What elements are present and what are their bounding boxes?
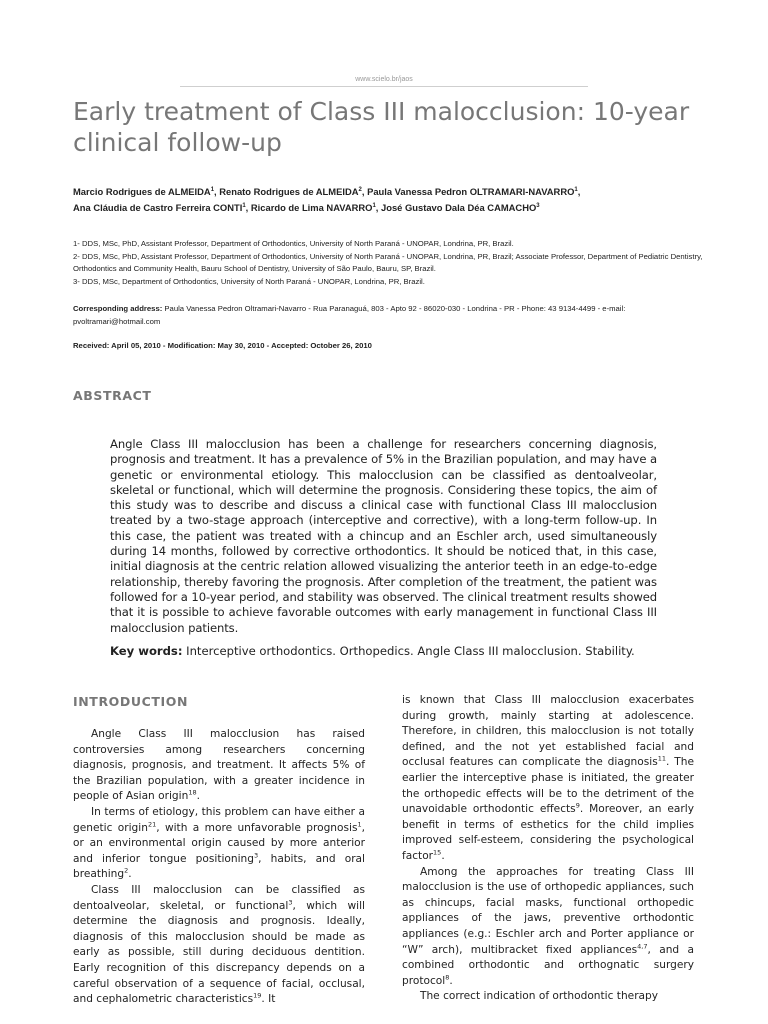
citation-ref: 3 (254, 851, 259, 860)
received-dates: Received: April 05, 2010 - Modification: May 30, 2010 - Accepted: October 26, 2010 (73, 341, 372, 350)
author-affiliation-mark: 1 (372, 203, 376, 210)
author-affiliation-mark: 3 (536, 203, 540, 210)
paragraph: is known that Class III malocclusion exacerbates during growth, mainly starting at adolescence. Therefore, in children, this malocclusion is not totally defined, and the not yet established facial and occlusal features can complicate the diagnosis$^{11}$. The earlier the interceptive phase is initiated, the greater the orthopedic effects will be to the detriment of the unavoidable orthodontic effects$^9$. Moreover, an early benefit in terms of esthetics for the child implies improved self-esteem, considering the psychological factor$^{15}$. (402, 694, 694, 862)
affiliation-item: 3- DDS, MSc, Department of Orthodontics, University of North Paraná - UNOPAR, Londrina, PR, Brazil. (73, 276, 425, 286)
citation-ref: 9 (575, 801, 580, 810)
corresponding-text: Paula Vanessa Pedron Oltramari-Navarro - Rua Paranaguá, 803 - Apto 92 - 86020-030 - Londrina - PR - Phone: 43 9134-4499 - e-mail: pvoltramari@hotmail.com (73, 304, 626, 326)
paragraph: The correct indication of orthodontic therapy (420, 990, 659, 1003)
citation-ref: 21 (147, 820, 157, 829)
affiliations (73, 238, 713, 288)
citation-ref: 15 (433, 848, 442, 857)
abstract-body: Angle Class III malocclusion has been a challenge for researchers concerning diagnosis, prognosis and treatment. It has a prevalence of 5% in the Brazilian population, and may have a genetic or environmental etiology. This malocclusion can be classified as dentoalveolar, skeletal or functional, which will determine the prognosis. Considering these topics, the aim of this study was to describe and discuss a clinical case with functional Class III malocclusion treated by a two-stage approach (interceptive and corrective), with a long-term follow-up. In this case, the patient was treated with a chincup and an Eschler arch, used simultaneously during 14 months, followed by corrective orthodontics. It should be noticed that, in this case, initial diagnosis at the centric relation allowed visualizing the anterior teeth in an edge-to-edge relationship, thereby favoring the prognosis. After completion of the treatment, the patient was followed for a 10-year period, and stability was observed. The clinical treatment results showed that it is possible to achieve favorable outcomes with early management in functional Class III malocclusion patients. (110, 437, 657, 635)
citation-ref: 11 (657, 754, 666, 763)
citation-ref: 4,7 (637, 941, 648, 950)
citation-ref: 3 (288, 898, 293, 906)
author-affiliation-mark: 2 (358, 187, 362, 193)
keywords-text: Interceptive orthodontics. Orthopedics. Angle Class III malocclusion. Stability. (186, 644, 635, 658)
author-name: José Gustavo Dala Déa CAMACHO (381, 202, 537, 214)
author-name: Ricardo de Lima NAVARRO (250, 202, 373, 214)
corresponding-address (73, 303, 713, 328)
author-name: Renato Rodrigues de ALMEIDA (219, 186, 359, 198)
keywords-label: Key words: (110, 644, 183, 658)
author-name: Ana Cláudia de Castro Ferreira CONTI (73, 202, 243, 214)
citation-ref: 8 (445, 973, 450, 982)
author-list: Marcio Rodrigues de ALMEIDA$^1$, Renato Rodrigues de ALMEIDA$^2$, Paula Vanessa Pedron OLTRAMARI-NAVARRO$^1$, Ana Cláudia de Castro Ferreira CONTI$^1$, Ricardo de Lima NAVARRO$^1$, José Gustavo Dala Déa CAMACHO$^3$ (73, 186, 581, 214)
corresponding-label: Corresponding address: (73, 304, 163, 313)
paragraph: Among the approaches for treating Class III malocclusion is the use of orthopedic appliances, such as chincups, facial masks, functional orthopedic appliances of the jaws, preventive orthodontic appliances (e.g.: Eschler arch and Porter appliance or “W” arch), multibracket fixed appliances$^{4,7}$, and a combined orthodontic and orthognatic surgery protocol$^8$. (402, 865, 694, 987)
citation-ref: 2 (124, 866, 129, 875)
article-title: Early treatment of Class III malocclusion: 10-year clinical follow-up (73, 97, 690, 157)
paragraph: Class III malocclusion can be classified as dentoalveolar, skeletal, or functional$^3$, which will determine the diagnosis and prognosis. Ideally, diagnosis of this malocclusion should be made as early as possible, still during deciduous dentition. Early recognition of this discrepancy depends on a careful observation of a sequence of facial, occlusal, and cephalometric characteristics$^{19}$. It (73, 883, 365, 1006)
introduction-left-column (73, 727, 365, 1008)
affiliation-item: 1- DDS, MSc, PhD, Assistant Professor, Department of Orthodontics, University of North Paraná - UNOPAR, Londrina, PR, Brazil. (73, 239, 514, 248)
citation-ref: 18 (188, 788, 197, 797)
author-name: Marcio Rodrigues de ALMEIDA (73, 186, 211, 198)
author-name: Paula Vanessa Pedron OLTRAMARI-NAVARRO (367, 186, 575, 198)
abstract-heading: ABSTRACT (73, 388, 152, 403)
citation-ref: 19 (253, 991, 262, 1000)
header-rule (180, 86, 588, 87)
keywords (110, 644, 670, 659)
introduction-heading: INTRODUCTION (73, 694, 189, 709)
affiliation-item: 2- DDS, MSc, PhD, Assistant Professor, Department of Orthodontics, University of North Paraná - UNOPAR, Londrina, PR, Brazil; Associate Professor, Department of Pediatric Dentistry, Orthodontics and Community Health, Bauru School of Dentistry, University of São Paulo, Bauru, SP, Brazil. (73, 251, 703, 274)
paragraph: Angle Class III malocclusion has raised controversies among researchers concerning diagnosis, prognosis, and treatment. It affects 5% of the Brazilian population, with a greater incidence in people of Asian origin$^{18}$. (73, 728, 365, 803)
journal-url[interactable]: www.scielo.br/jaos (355, 76, 413, 83)
paragraph: In terms of etiology, this problem can have either a genetic origin$^{21}$, with a more unfavorable prognosis$^1$, or an environmental origin caused by more anterior and inferior tongue positioning$^3$, habits, and oral breathing$^2$. (73, 805, 365, 881)
author-affiliation-mark: 1 (574, 187, 578, 193)
introduction-right-column (402, 693, 694, 1005)
author-affiliation-mark: 1 (210, 187, 215, 193)
citation-ref: 1 (357, 820, 362, 829)
author-affiliation-mark: 1 (242, 203, 246, 210)
